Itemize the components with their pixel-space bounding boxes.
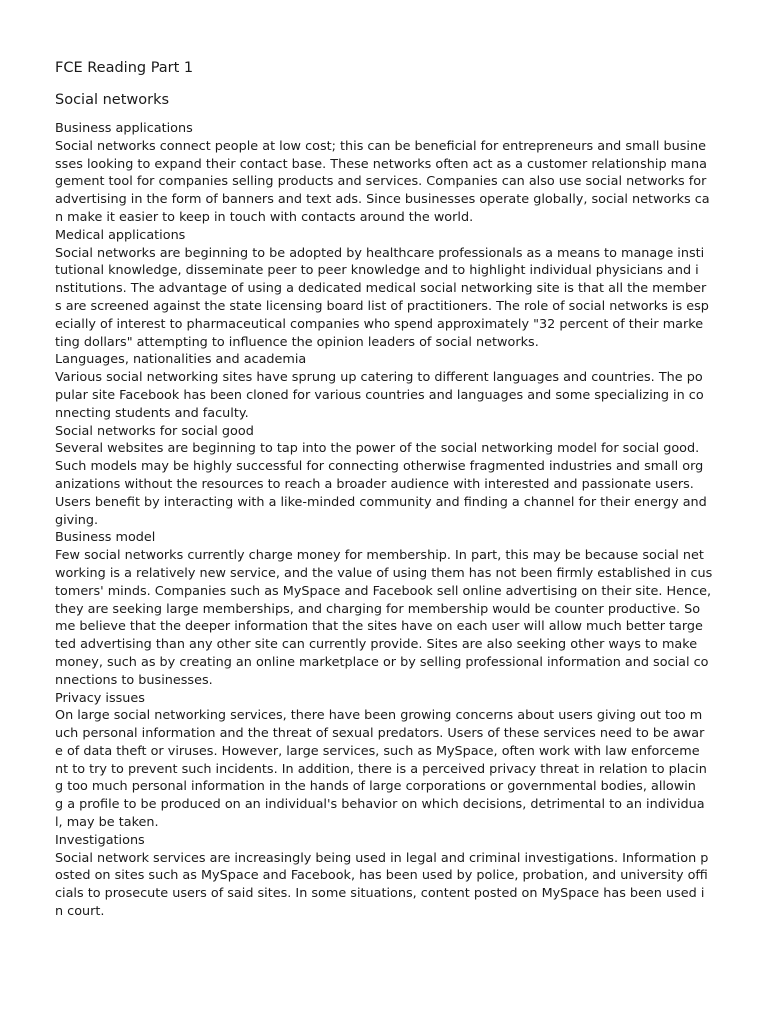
body-line: gement tool for companies selling products and services. Companies can also use social networks for bbox=[55, 174, 707, 190]
section-title: Privacy issues bbox=[55, 690, 145, 706]
body-line: anizations without the resources to reach a broader audience with interested and passionate users. bbox=[55, 476, 694, 492]
body-line: pular site Facebook has been cloned for various countries and languages and some specializing in co bbox=[55, 387, 704, 403]
body-line: tomers' minds. Companies such as MySpace and Facebook sell online advertising on their site. Hence, bbox=[55, 583, 712, 599]
body-line: s are screened against the state licensing board list of practitioners. The role of social networks is esp bbox=[55, 298, 709, 314]
body-line: g too much personal information in the hands of large corporations or governmental bodies, allowin bbox=[55, 779, 696, 795]
section-medical-applications bbox=[55, 227, 715, 352]
body-line: sses looking to expand their contact base. These networks often act as a customer relationship mana bbox=[55, 156, 707, 172]
section-title: Languages, nationalities and academia bbox=[55, 352, 307, 368]
body-line: Several websites are beginning to tap into the power of the social networking model for social good. bbox=[55, 441, 700, 457]
body-line: n make it easier to keep in touch with contacts around the world. bbox=[55, 209, 474, 225]
body-line: On large social networking services, there have been growing concerns about users giving out too m bbox=[55, 708, 703, 724]
body-line: working is a relatively new service, and the value of using them has not been firmly established in cus bbox=[55, 565, 713, 581]
section-business-applications bbox=[55, 120, 715, 227]
section-title: Business model bbox=[55, 530, 156, 546]
body-line: ecially of interest to pharmaceutical companies who spend approximately "32 percent of their marke bbox=[55, 316, 704, 332]
body-line: Social networks are beginning to be adopted by healthcare professionals as a means to manage insti bbox=[55, 245, 705, 261]
body-line: me believe that the deeper information that the sites have on each user will allow much better targe bbox=[55, 619, 703, 635]
body-line: nnections to businesses. bbox=[55, 672, 213, 688]
body-line: money, such as by creating an online marketplace or by selling professional information and social co bbox=[55, 654, 709, 670]
body-line: Various social networking sites have sprung up catering to different languages and countries. The po bbox=[55, 370, 703, 386]
section-title: Social networks for social good bbox=[55, 423, 254, 439]
body-line: n court. bbox=[55, 904, 105, 920]
body-line: g a profile to be produced on an individual's behavior on which decisions, detrimental to an individua bbox=[55, 797, 705, 813]
section-business-model bbox=[55, 529, 715, 689]
body-line: Users benefit by interacting with a like-minded community and finding a channel for their energy and bbox=[55, 494, 707, 510]
body-line: Few social networks currently charge money for membership. In part, this may be because social net bbox=[55, 548, 704, 564]
body-line: l, may be taken. bbox=[55, 815, 159, 831]
body-line: nt to try to prevent such incidents. In addition, there is a perceived privacy threat in relation to placin bbox=[55, 761, 707, 777]
document-page bbox=[55, 58, 715, 921]
section-title: Medical applications bbox=[55, 227, 186, 243]
body-line: Such models may be highly successful for connecting otherwise fragmented industries and small org bbox=[55, 459, 704, 475]
body-line: ting dollars" attempting to influence the opinion leaders of social networks. bbox=[55, 334, 539, 350]
document-heading: Social networks bbox=[55, 92, 170, 108]
body-line: e of data theft or viruses. However, large services, such as MySpace, often work with law enforceme bbox=[55, 743, 700, 759]
document-title: FCE Reading Part 1 bbox=[55, 60, 194, 76]
body-line: Social network services are increasingly being used in legal and criminal investigations. Information p bbox=[55, 850, 709, 866]
body-line: tutional knowledge, disseminate peer to peer knowledge and to highlight individual physicians and i bbox=[55, 263, 699, 279]
section-social-good bbox=[55, 423, 715, 530]
body-line: advertising in the form of banners and text ads. Since businesses operate globally, social networks ca bbox=[55, 192, 710, 208]
body-line: ted advertising than any other site can currently provide. Sites are also seeking other ways to make bbox=[55, 637, 698, 653]
body-line: giving. bbox=[55, 512, 99, 528]
section-investigations bbox=[55, 832, 715, 921]
body-line: cials to prosecute users of said sites. In some situations, content posted on MySpace has been used i bbox=[55, 886, 705, 902]
body-line: Social networks connect people at low cost; this can be beneficial for entrepreneurs and small busine bbox=[55, 138, 706, 154]
section-title: Business applications bbox=[55, 121, 193, 136]
body-line: osted on sites such as MySpace and Facebook, has been used by police, probation, and university offi bbox=[55, 868, 708, 884]
body-line: nnecting students and faculty. bbox=[55, 405, 249, 421]
body-line: uch personal information and the threat of sexual predators. Users of these services need to be awar bbox=[55, 726, 705, 742]
section-title: Investigations bbox=[55, 832, 145, 848]
body-line: they are seeking large memberships, and charging for membership would be counter productive. So bbox=[55, 601, 701, 617]
section-privacy-issues bbox=[55, 690, 715, 832]
body-line: nstitutions. The advantage of using a dedicated medical social networking site is that all the member bbox=[55, 281, 707, 297]
section-languages-nationalities-academia bbox=[55, 351, 715, 422]
